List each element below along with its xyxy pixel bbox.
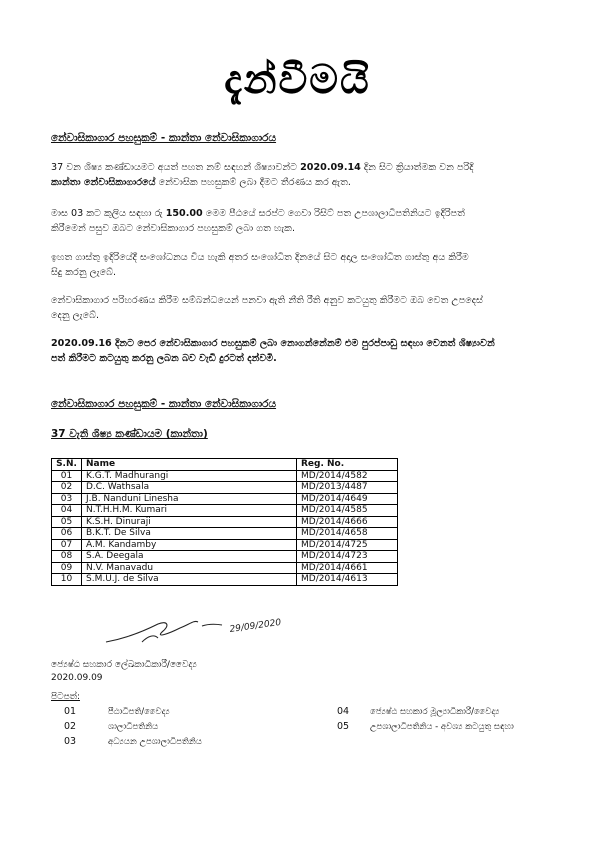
- cell-serial-number: 10: [52, 574, 82, 586]
- table-row: [52, 482, 398, 494]
- copy-number: 01: [64, 706, 77, 717]
- cell-reg-number: MD/2014/4613: [297, 574, 398, 586]
- paragraph-text: මෙම පීඨයේ සරප්ට ගෙවා රිසිට් පත උපශාලාධිපතිනියට ඉදිරිපත්: [205, 208, 465, 219]
- notice-title: දැන්වීමයි: [224, 56, 371, 103]
- column-header-sn: S.N.: [52, 459, 82, 471]
- table-row: [52, 505, 398, 517]
- cell-reg-number: MD/2014/4666: [297, 516, 398, 528]
- paragraph-text: පත් කිරීමට කටයුතු කරනු ලබන බව වැඩි දුරටත් දන්වමි.: [51, 353, 277, 364]
- cell-reg-number: MD/2013/4487: [297, 482, 398, 494]
- paragraph-allocation: [51, 160, 549, 190]
- copy-number: 05: [337, 721, 350, 732]
- paragraph-text: මාස 03 කට කුලිය සඳහා රු: [51, 208, 163, 219]
- paragraph-text: කිරීමෙන් පසුව ඔබට නේවාසිකාගාර පහසුකම් ලබා ගත හැක.: [51, 223, 296, 234]
- table-row: [52, 493, 398, 505]
- copy-number: 04: [337, 706, 350, 717]
- table-row: [52, 528, 398, 540]
- copy-number: 02: [64, 721, 77, 732]
- cell-student-name: B.K.T. De Silva: [82, 528, 297, 540]
- cell-reg-number: MD/2014/4723: [297, 551, 398, 563]
- cell-student-name: A.M. Kandamby: [82, 539, 297, 551]
- table-row: [52, 539, 398, 551]
- handwritten-signature: [98, 612, 298, 652]
- column-header-name: Name: [82, 459, 297, 471]
- cell-reg-number: MD/2014/4582: [297, 470, 398, 482]
- table-row: [52, 574, 398, 586]
- cell-serial-number: 07: [52, 539, 82, 551]
- cell-reg-number: MD/2014/4658: [297, 528, 398, 540]
- signatory-designation: ජ්‍යෙෂ්ඨ සහකාර ලේඛකාධිකාරී/වෛද්‍ය: [51, 660, 197, 670]
- cell-serial-number: 01: [52, 470, 82, 482]
- cell-serial-number: 08: [52, 551, 82, 563]
- paragraph-text: නේවාසිකාගාර පරිහරණය කිරීම සම්බන්ධයෙන් පනවා ඇති නීති රීති අනුව කටයුතු කිරීමට ඔබ වෙත උපදෙස්: [51, 295, 483, 306]
- cell-serial-number: 03: [52, 493, 82, 505]
- table-row: [52, 562, 398, 574]
- cell-reg-number: MD/2014/4725: [297, 539, 398, 551]
- student-table: [51, 458, 398, 586]
- paragraph-text: ඉහත ගාස්තු ඉදිරියේදී සංශෝධනය විය හැකි අතර සංශෝධිත දිනයේ සිට අදාල සංශෝධිත ගාස්තු අය කිරීම: [51, 252, 469, 263]
- cell-student-name: N.V. Manavadu: [82, 562, 297, 574]
- copy-number: 03: [64, 736, 77, 747]
- batch-heading: 37 වැනි ශිෂ්‍ය කණ්ඩායම (කාන්තා): [51, 428, 208, 440]
- cell-serial-number: 06: [52, 528, 82, 540]
- copy-recipient: ශාලාධිපතිනිය: [108, 722, 159, 732]
- paragraph-deadline: [51, 336, 549, 366]
- cell-serial-number: 04: [52, 505, 82, 517]
- section-heading-hostel-2: නේවාසිකාගාර පහසුකම් - කාන්තා නේවාසිකාගාරය: [51, 398, 277, 410]
- copies-label: පිටපත්:: [51, 692, 80, 702]
- cell-student-name: D.C. Wathsala: [82, 482, 297, 494]
- signature-date: 2020.09.09: [51, 673, 103, 683]
- copy-recipient: පීඨාධිපති/වෛද්‍ය: [108, 707, 170, 717]
- table-body: [52, 470, 398, 585]
- fee-amount: 150.00: [165, 208, 203, 219]
- paragraph-text: නේවාසික පහසුකම් ලබා දීමට තීරණය කර ඇත.: [158, 177, 351, 188]
- paragraph-text: දෙනු ලැබේ.: [51, 310, 100, 321]
- cell-student-name: J.B. Nanduni Linesha: [82, 493, 297, 505]
- cell-reg-number: MD/2014/4585: [297, 505, 398, 517]
- cell-student-name: S.A. Deegala: [82, 551, 297, 563]
- cell-serial-number: 09: [52, 562, 82, 574]
- table-row: [52, 516, 398, 528]
- paragraph-fee: [51, 206, 549, 236]
- paragraph-fee-revision: [51, 250, 549, 280]
- cell-serial-number: 02: [52, 482, 82, 494]
- paragraph-rules: [51, 293, 549, 323]
- cell-reg-number: MD/2014/4649: [297, 493, 398, 505]
- copy-recipient: ජ්‍යෙෂ්ඨ සහකාර මූල්‍යාධිකාරී/වෛද්‍ය: [370, 707, 500, 717]
- table-row: [52, 470, 398, 482]
- effective-date: 2020.09.14: [300, 162, 361, 173]
- cell-serial-number: 05: [52, 516, 82, 528]
- cell-student-name: K.G.T. Madhurangi: [82, 470, 297, 482]
- cell-reg-number: MD/2014/4661: [297, 562, 398, 574]
- copy-recipient: උපශාලාධිපතිනිය - අවශ්‍ය කටයුතු සඳහා: [370, 722, 514, 732]
- cell-student-name: N.T.H.H.M. Kumari: [82, 505, 297, 517]
- paragraph-text: දින සිට ක්‍රියාත්මක වන පරිදි: [363, 162, 474, 173]
- section-heading-hostel: නේවාසිකාගාර පහසුකම් - කාන්තා නේවාසිකාගාරය: [51, 132, 277, 144]
- paragraph-text: 2020.09.16 දිනට පෙර නේවාසිකාගාර පහසුකම් ලබා නොගන්නේනම් එම පුරප්පාඩු සඳහා වෙනත් ශිෂ්‍යාවන්: [51, 338, 495, 349]
- hostel-name: කාන්තා නේවාසිකාගාරයේ: [51, 177, 156, 188]
- handwritten-date: 29/09/2020: [229, 617, 282, 635]
- paragraph-text: සිදු කරනු ලැබේ.: [51, 267, 117, 278]
- paragraph-text: 37 වන ශිෂ්‍ය කණ්ඩායමට අයත් පහත නම් සඳහන් ශිෂ්‍යාවන්ට: [51, 162, 298, 173]
- table-header-row: [52, 459, 398, 471]
- cell-student-name: K.S.H. Dinuraji: [82, 516, 297, 528]
- column-header-reg: Reg. No.: [297, 459, 398, 471]
- copy-recipient: අධ්‍යයන උපශාලාධිපතිනිය: [108, 737, 202, 747]
- table-row: [52, 551, 398, 563]
- cell-student-name: S.M.U.J. de Silva: [82, 574, 297, 586]
